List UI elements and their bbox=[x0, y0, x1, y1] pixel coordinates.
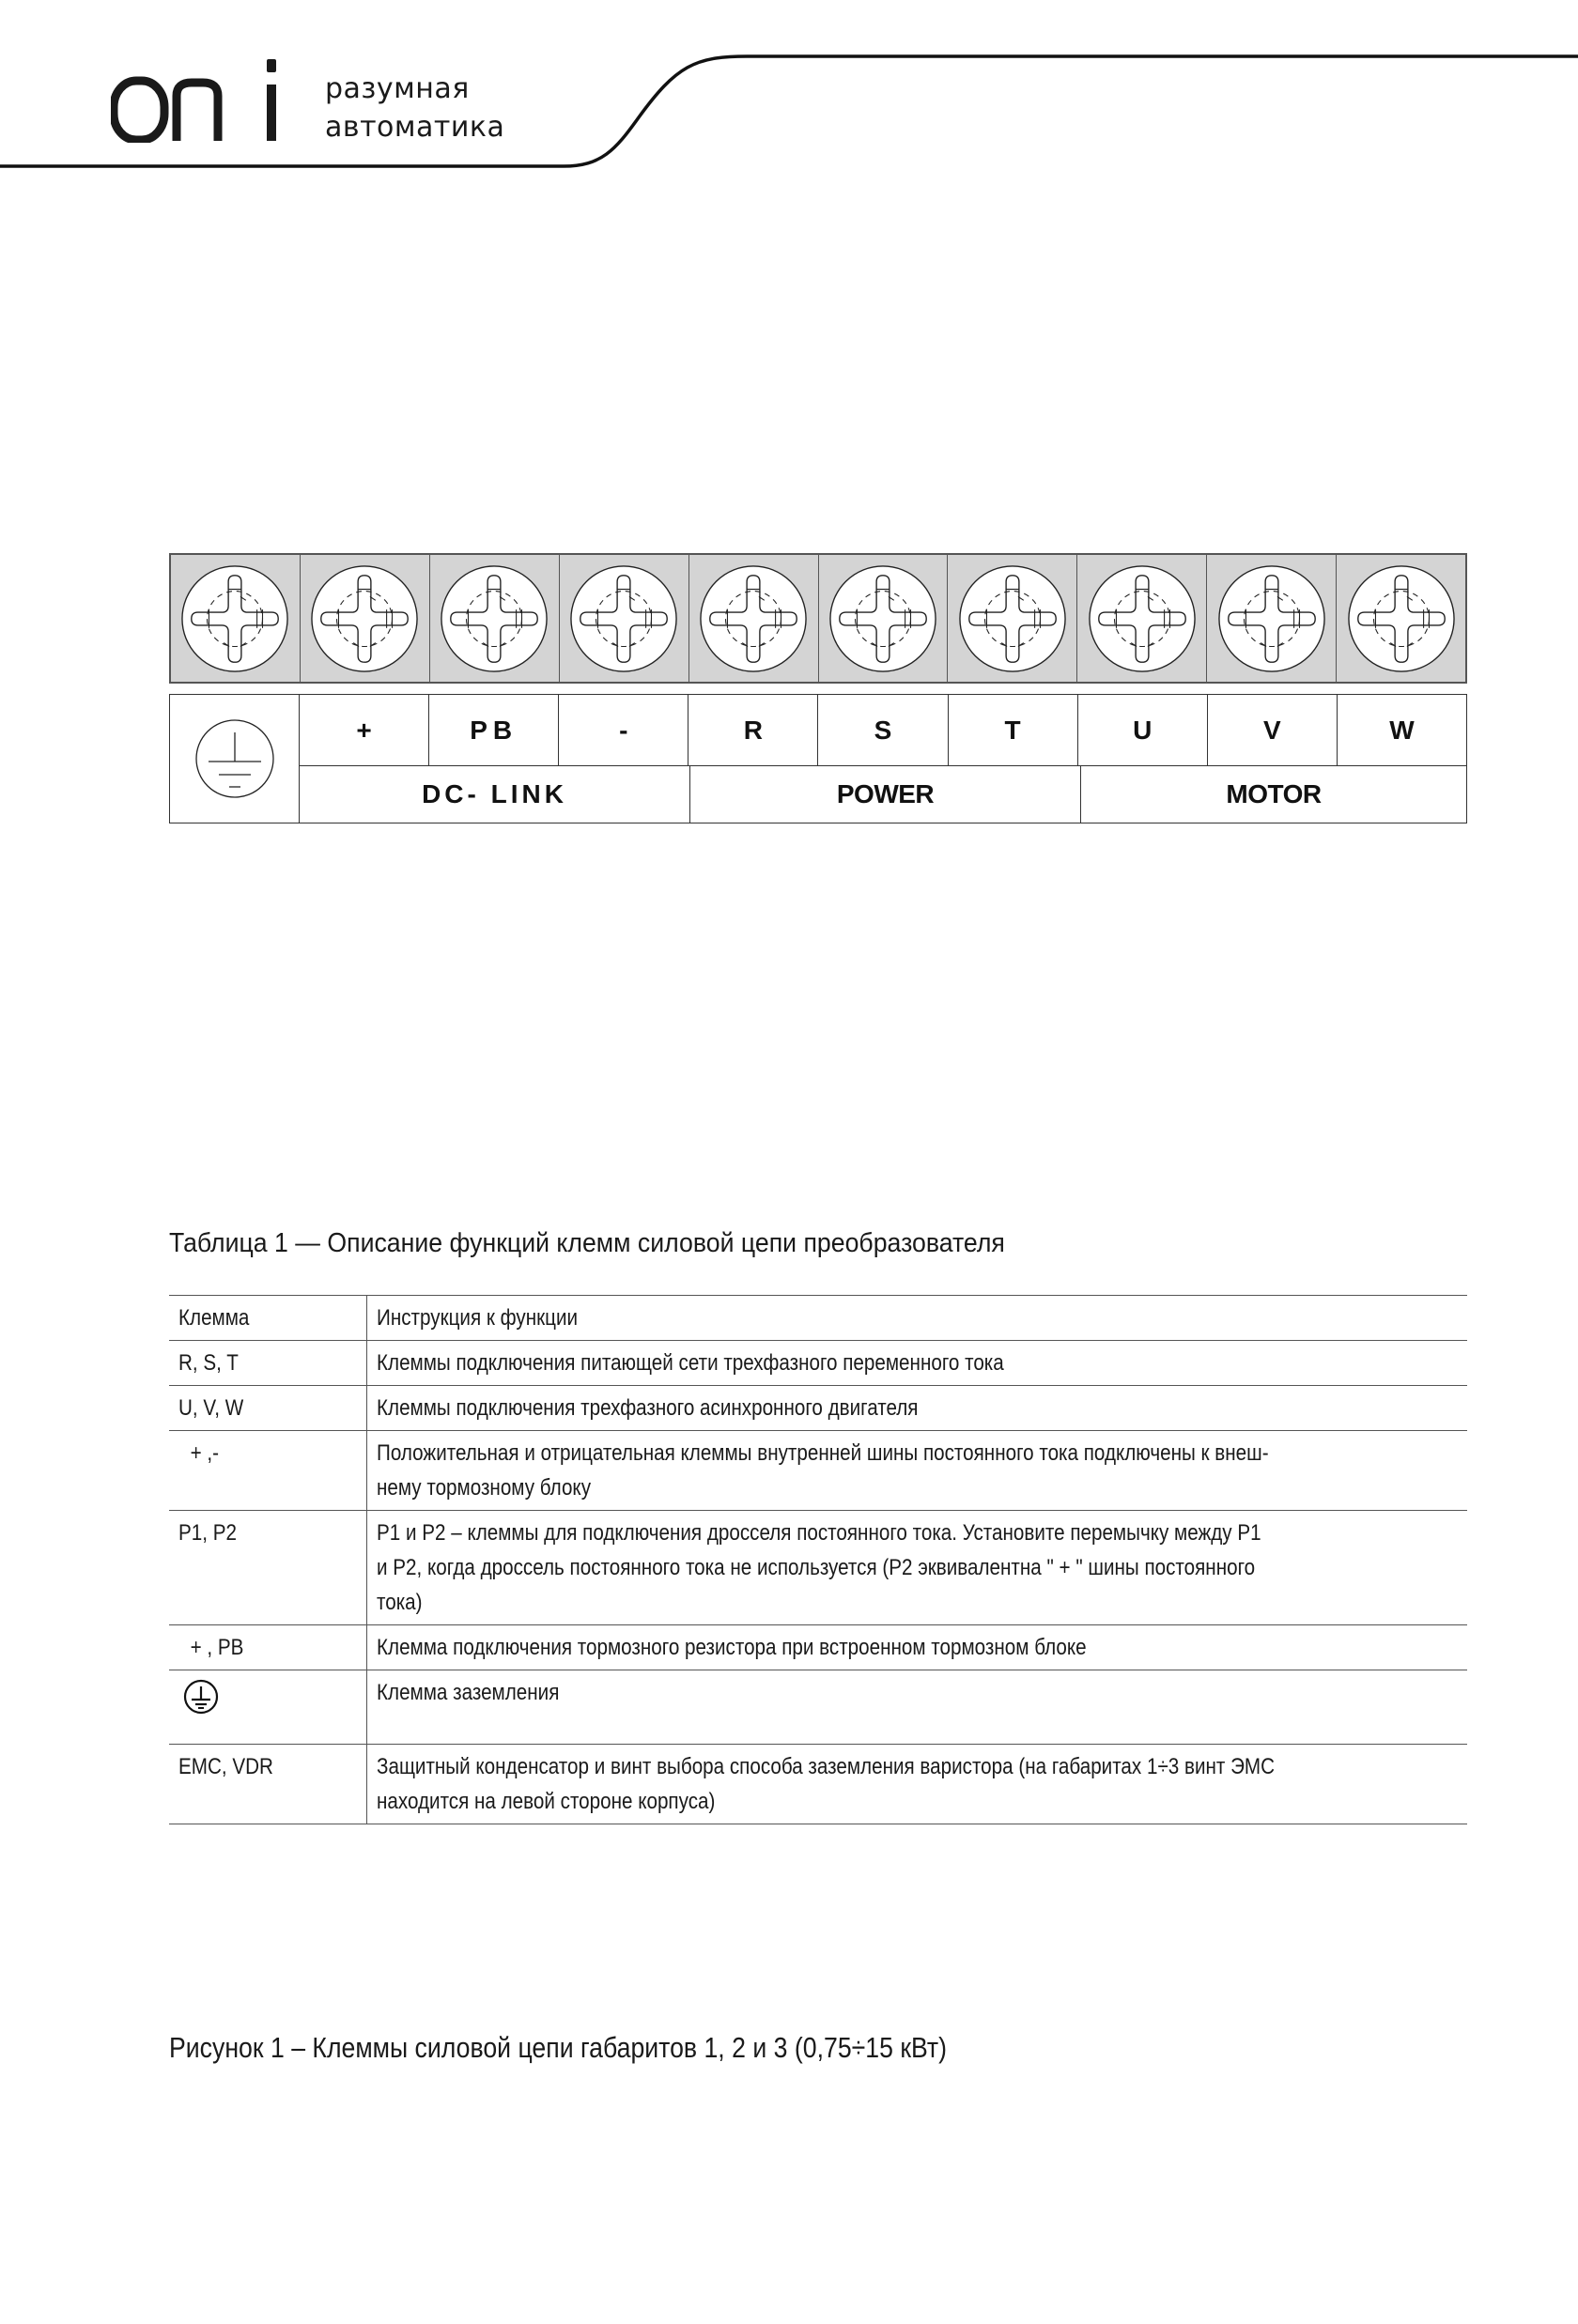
table-row bbox=[169, 1431, 1467, 1511]
screw-cell bbox=[1207, 555, 1337, 682]
screw-cell bbox=[430, 555, 560, 682]
screw-cell bbox=[689, 555, 819, 682]
description-text: и P2, когда дроссель постоянного тока не используется (P2 эквивалентна " + " шины постоянного bbox=[377, 1555, 1256, 1580]
terminal-text: + ,- bbox=[184, 1440, 220, 1466]
description-cell bbox=[367, 1625, 1468, 1670]
description-cell bbox=[367, 1511, 1468, 1625]
table-title: Таблица 1 — Описание функций клемм силовой цепи преобразователя bbox=[169, 1228, 1005, 1258]
column-header-instruction bbox=[367, 1296, 1468, 1341]
description-cell bbox=[367, 1386, 1468, 1431]
terminal-cell bbox=[169, 1431, 367, 1511]
phillips-screw-icon bbox=[698, 563, 809, 674]
phillips-screw-icon bbox=[1087, 563, 1198, 674]
terminal-label: PB bbox=[429, 695, 559, 765]
terminal-label-table bbox=[169, 694, 1467, 823]
description-text: Положительная и отрицательная клеммы внутренней шины постоянного тока подключены к внеш- bbox=[377, 1440, 1269, 1466]
phillips-screw-icon bbox=[309, 563, 420, 674]
group-power: POWER bbox=[690, 766, 1081, 823]
description-text: нему тормозному блоку bbox=[377, 1475, 592, 1501]
group-motor: MOTOR bbox=[1226, 779, 1322, 808]
screw-cell bbox=[301, 555, 430, 682]
terminal-label: S bbox=[818, 695, 948, 765]
ground-icon bbox=[182, 1678, 220, 1716]
table-row bbox=[169, 1511, 1467, 1625]
terminal-screw-row bbox=[169, 553, 1467, 684]
terminal-function-table bbox=[169, 1295, 1467, 1824]
terminal-cell bbox=[169, 1341, 367, 1386]
phillips-screw-icon bbox=[1216, 563, 1327, 674]
description-text: Клеммы подключения трехфазного асинхронного двигателя bbox=[377, 1395, 919, 1421]
description-text: Клемма заземления bbox=[377, 1680, 560, 1705]
terminal-label: W bbox=[1389, 715, 1415, 745]
description-text: Защитный конденсатор и винт выбора способа заземления варистора (на габаритах 1÷3 винт ЭМС bbox=[377, 1754, 1276, 1779]
description-text: тока) bbox=[377, 1590, 423, 1615]
table-header-row bbox=[169, 1296, 1467, 1341]
terminal-cell bbox=[169, 1625, 367, 1670]
phillips-screw-icon bbox=[179, 563, 290, 674]
terminal-cell bbox=[169, 1511, 367, 1625]
column-header-text: Инструкция к функции bbox=[377, 1305, 579, 1331]
table-row bbox=[169, 1341, 1467, 1386]
terminal-groups-row bbox=[300, 766, 1466, 823]
description-text: P1 и P2 – клеммы для подключения дросселя постоянного тока. Установите перемычку между P1 bbox=[377, 1520, 1261, 1546]
terminal-text: U, V, W bbox=[178, 1395, 244, 1421]
description-text: Клемма подключения тормозного резистора при встроенном тормозном блоке bbox=[377, 1635, 1087, 1660]
terminal-cell bbox=[169, 1670, 367, 1745]
terminal-label: - bbox=[559, 695, 688, 765]
terminal-text: R, S, T bbox=[178, 1350, 239, 1376]
terminal-labels bbox=[300, 695, 1466, 823]
terminal-label: R bbox=[688, 695, 818, 765]
description-cell bbox=[367, 1745, 1468, 1824]
table-row bbox=[169, 1386, 1467, 1431]
phillips-screw-icon bbox=[1346, 563, 1457, 674]
terminal-text: P1, P2 bbox=[178, 1520, 237, 1546]
screw-cell bbox=[819, 555, 949, 682]
screw-cell bbox=[1337, 555, 1465, 682]
description-cell bbox=[367, 1431, 1468, 1511]
ground-icon bbox=[193, 716, 277, 801]
column-header-text: Клемма bbox=[178, 1305, 250, 1331]
terminal-label: U bbox=[1078, 695, 1208, 765]
terminal-label: + bbox=[300, 695, 429, 765]
description-text: находится на левой стороне корпуса) bbox=[377, 1789, 716, 1814]
description-cell bbox=[367, 1670, 1468, 1745]
table-row bbox=[169, 1625, 1467, 1670]
phillips-screw-icon bbox=[957, 563, 1068, 674]
terminal-label: T bbox=[949, 695, 1078, 765]
logo-tagline-line2: автоматика bbox=[325, 111, 505, 144]
terminal-cell bbox=[169, 1745, 367, 1824]
phillips-screw-icon bbox=[828, 563, 938, 674]
terminal-text: + , PB bbox=[184, 1635, 244, 1660]
logo-tagline-line1: разумная bbox=[325, 72, 470, 105]
oni-logo bbox=[111, 56, 280, 143]
column-header-terminal bbox=[169, 1296, 367, 1341]
oni-logo-icon bbox=[111, 56, 280, 143]
ground-cell bbox=[170, 695, 300, 823]
description-text: Клеммы подключения питающей сети трехфазного переменного тока bbox=[377, 1350, 1004, 1376]
figure-caption: Рисунок 1 – Клеммы силовой цепи габаритов 1, 2 и 3 (0,75÷15 кВт) bbox=[169, 2031, 947, 2064]
terminal-cell bbox=[169, 1386, 367, 1431]
terminal-text: EMC, VDR bbox=[178, 1754, 273, 1779]
terminal-names-row bbox=[300, 695, 1466, 766]
table-row bbox=[169, 1745, 1467, 1824]
screw-cell bbox=[1077, 555, 1207, 682]
group-dc-link: DC- LINK bbox=[300, 766, 690, 823]
terminal-label: V bbox=[1208, 695, 1338, 765]
table-row bbox=[169, 1670, 1467, 1745]
screw-cell bbox=[948, 555, 1077, 682]
screw-cell bbox=[560, 555, 689, 682]
description-cell bbox=[367, 1341, 1468, 1386]
phillips-screw-icon bbox=[568, 563, 679, 674]
screw-cell bbox=[171, 555, 301, 682]
phillips-screw-icon bbox=[439, 563, 549, 674]
